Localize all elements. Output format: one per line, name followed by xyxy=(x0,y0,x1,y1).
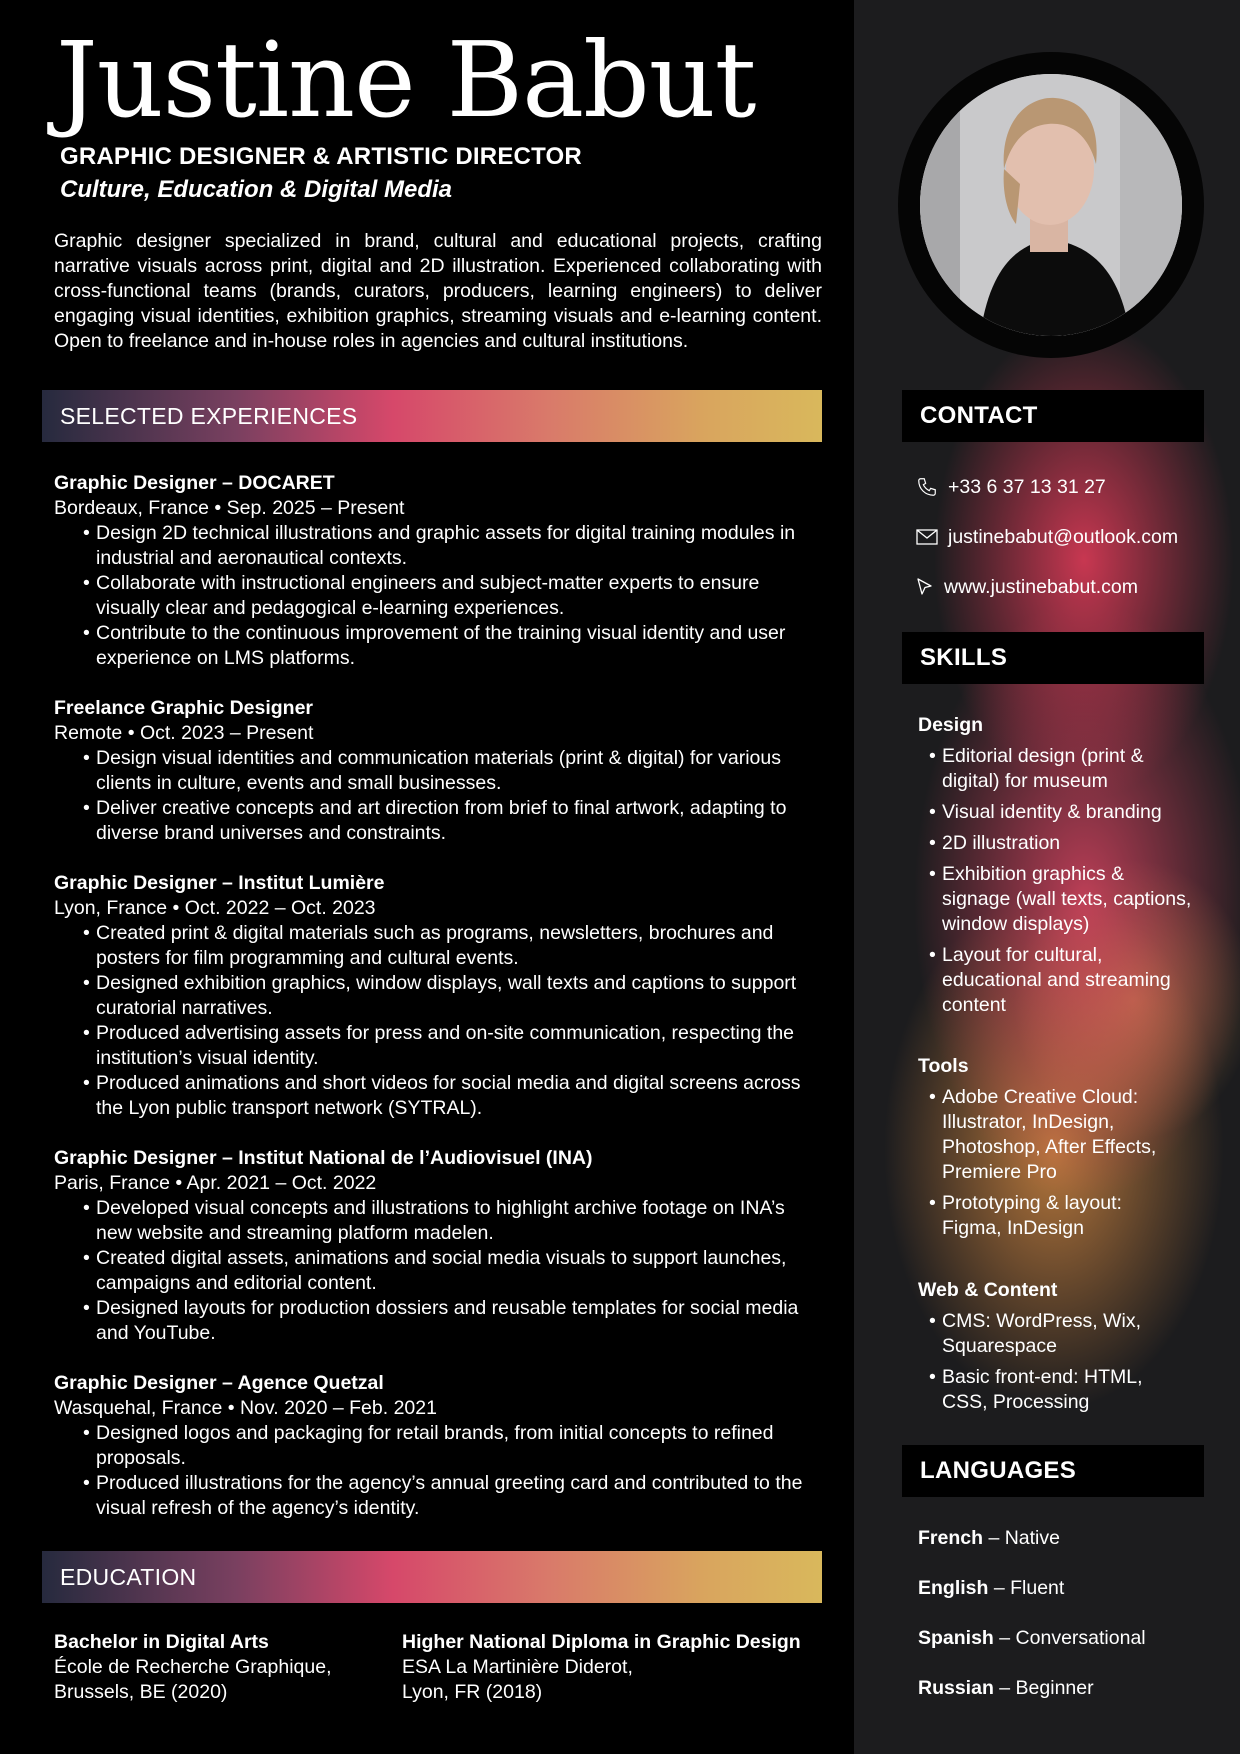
language-level: – Native xyxy=(988,1527,1060,1549)
skills-list xyxy=(918,744,1200,1018)
job-meta: Remote • Oct. 2023 – Present xyxy=(54,722,314,744)
school-name: École de Recherche Graphique, xyxy=(54,1656,332,1678)
phone-icon xyxy=(916,476,938,498)
job-bullet: • Designed layouts for production dossiers and reusable templates for social media and YouTube. xyxy=(96,1296,824,1346)
experience-item xyxy=(54,871,824,1121)
job-meta: Paris, France • Apr. 2021 – Oct. 2022 xyxy=(54,1172,377,1194)
experience-item xyxy=(54,471,824,671)
skill-item: • Editorial design (print & digital) for museum xyxy=(942,744,1200,794)
school-place: Brussels, BE (2020) xyxy=(54,1681,228,1703)
contact-website[interactable] xyxy=(916,574,1138,600)
job-bullet: • Produced advertising assets for press and on-site communication, respecting the institution’s visual identity. xyxy=(96,1021,824,1071)
skills-group-web xyxy=(918,1278,1200,1415)
job-bullet: • Design 2D technical illustrations and graphic assets for digital training modules in industrial and aeronautical contexts. xyxy=(96,521,824,571)
education-item xyxy=(402,1630,842,1705)
skills-group-design xyxy=(918,713,1200,1018)
job-title: Graphic Designer – Institut Lumière xyxy=(54,872,385,894)
job-bullets xyxy=(54,746,824,846)
language-level: – Fluent xyxy=(993,1577,1065,1599)
education-heading: EDUCATION xyxy=(42,1551,822,1603)
skill-item: • 2D illustration xyxy=(942,831,1200,856)
skills-group-tools xyxy=(918,1054,1200,1241)
skills-list xyxy=(918,1309,1200,1415)
contact-heading: CONTACT xyxy=(902,390,1204,442)
language-level: – Conversational xyxy=(999,1627,1146,1649)
job-title: Graphic Designer – DOCARET xyxy=(54,472,335,494)
school-place: Lyon, FR (2018) xyxy=(402,1681,543,1703)
website-text: www.justinebabut.com xyxy=(944,576,1139,598)
job-bullet: • Contribute to the continuous improvement of the training visual identity and user experience on LMS platforms. xyxy=(96,621,824,671)
contact-email[interactable] xyxy=(916,524,1178,550)
job-title: Freelance Graphic Designer xyxy=(54,697,314,719)
degree-title: Bachelor in Digital Arts xyxy=(54,1631,269,1653)
job-bullets xyxy=(54,921,824,1121)
candidate-name: Justine Babut xyxy=(56,19,756,141)
job-bullets xyxy=(54,1421,824,1521)
language-name: Russian xyxy=(918,1677,994,1699)
languages-heading: LANGUAGES xyxy=(902,1445,1204,1497)
skill-item: • Basic front-end: HTML, CSS, Processing xyxy=(942,1365,1172,1415)
job-bullets xyxy=(54,1196,824,1346)
cursor-icon xyxy=(916,577,934,597)
skills-group-title: Design xyxy=(918,714,984,736)
experience-item xyxy=(54,1146,824,1346)
phone-text: +33 6 37 13 31 27 xyxy=(948,476,1106,498)
job-meta: Wasquehal, France • Nov. 2020 – Feb. 2021 xyxy=(54,1397,437,1419)
skill-item: • CMS: WordPress, Wix, Squarespace xyxy=(942,1309,1172,1359)
job-title: Graphic Designer – Institut National de l’Audiovisuel (INA) xyxy=(54,1147,593,1169)
language-name: English xyxy=(918,1577,989,1599)
job-bullet: • Developed visual concepts and illustrations to highlight archive footage on INA’s new website and streaming platform madelen. xyxy=(96,1196,824,1246)
experiences-heading: SELECTED EXPERIENCES xyxy=(42,390,822,442)
job-bullet: • Collaborate with instructional engineers and subject-matter experts to ensure visually clear and pedagogical e-learning experiences. xyxy=(96,571,824,621)
language-name: Spanish xyxy=(918,1627,994,1649)
job-title: Graphic Designer – Agence Quetzal xyxy=(54,1372,384,1394)
specialty-subtitle: Culture, Education & Digital Media xyxy=(60,176,453,203)
portrait-illustration xyxy=(920,74,1182,336)
contact-phone[interactable] xyxy=(916,474,1106,500)
job-bullet: • Created digital assets, animations and social media visuals to support launches, campaigns and editorial content. xyxy=(96,1246,824,1296)
language-item xyxy=(918,1576,1064,1601)
skill-item: • Visual identity & branding xyxy=(942,800,1200,825)
profile-summary: Graphic designer specialized in brand, cultural and educational projects, crafting narrative visuals across print, digital and 2D illustration. Experienced collaborating with cross-functional teams (brands, curators, producers, learning engineers) to deliver engaging visual identities, exhibition graphics, streaming visuals and e-learning content. Open to freelance and in-house roles in agencies and cultural institutions. xyxy=(54,230,822,352)
job-bullet: • Produced animations and short videos for social media and digital screens across the Lyon public transport network (SYTRAL). xyxy=(96,1071,824,1121)
skills-list xyxy=(918,1085,1200,1241)
job-bullet: • Deliver creative concepts and art direction from brief to final artwork, adapting to diverse brand universes and constraints. xyxy=(96,796,824,846)
skills-heading: SKILLS xyxy=(902,632,1204,684)
language-name: French xyxy=(918,1527,984,1549)
job-role: GRAPHIC DESIGNER & ARTISTIC DIRECTOR xyxy=(60,143,582,170)
portrait-frame xyxy=(898,52,1204,358)
language-level: – Beginner xyxy=(999,1677,1094,1699)
skills-group-title: Tools xyxy=(918,1055,969,1077)
skills-group-title: Web & Content xyxy=(918,1279,1058,1301)
skill-item: • Exhibition graphics & signage (wall texts, captions, window displays) xyxy=(942,862,1194,937)
email-text: justinebabut@outlook.com xyxy=(948,526,1179,548)
education-item xyxy=(54,1630,384,1705)
degree-title: Higher National Diploma in Graphic Design xyxy=(402,1631,801,1653)
school-name: ESA La Martinière Diderot, xyxy=(402,1656,633,1678)
job-meta: Bordeaux, France • Sep. 2025 – Present xyxy=(54,497,405,519)
job-bullet: • Design visual identities and communication materials (print & digital) for various clients in culture, events and small businesses. xyxy=(96,746,824,796)
language-item xyxy=(918,1626,1146,1651)
skill-item: • Adobe Creative Cloud: Illustrator, InDesign, Photoshop, After Effects, Premiere Pro xyxy=(942,1085,1182,1185)
portrait-photo xyxy=(920,74,1182,336)
job-bullet: • Created print & digital materials such as programs, newsletters, brochures and posters for film programming and cultural events. xyxy=(96,921,824,971)
mail-icon xyxy=(916,528,938,546)
job-bullet: • Designed exhibition graphics, window displays, wall texts and captions to support curatorial narratives. xyxy=(96,971,824,1021)
skill-item: • Layout for cultural, educational and streaming content xyxy=(942,943,1194,1018)
experience-item xyxy=(54,696,824,846)
language-item xyxy=(918,1676,1094,1701)
job-bullet: • Designed logos and packaging for retail brands, from initial concepts to refined proposals. xyxy=(96,1421,824,1471)
job-bullets xyxy=(54,521,824,671)
language-item xyxy=(918,1526,1060,1551)
job-bullet: • Produced illustrations for the agency’s annual greeting card and contributed to the visual refresh of the agency’s identity. xyxy=(96,1471,824,1521)
skill-item: • Prototyping & layout: Figma, InDesign xyxy=(942,1191,1162,1241)
experience-item xyxy=(54,1371,824,1521)
job-meta: Lyon, France • Oct. 2022 – Oct. 2023 xyxy=(54,897,376,919)
